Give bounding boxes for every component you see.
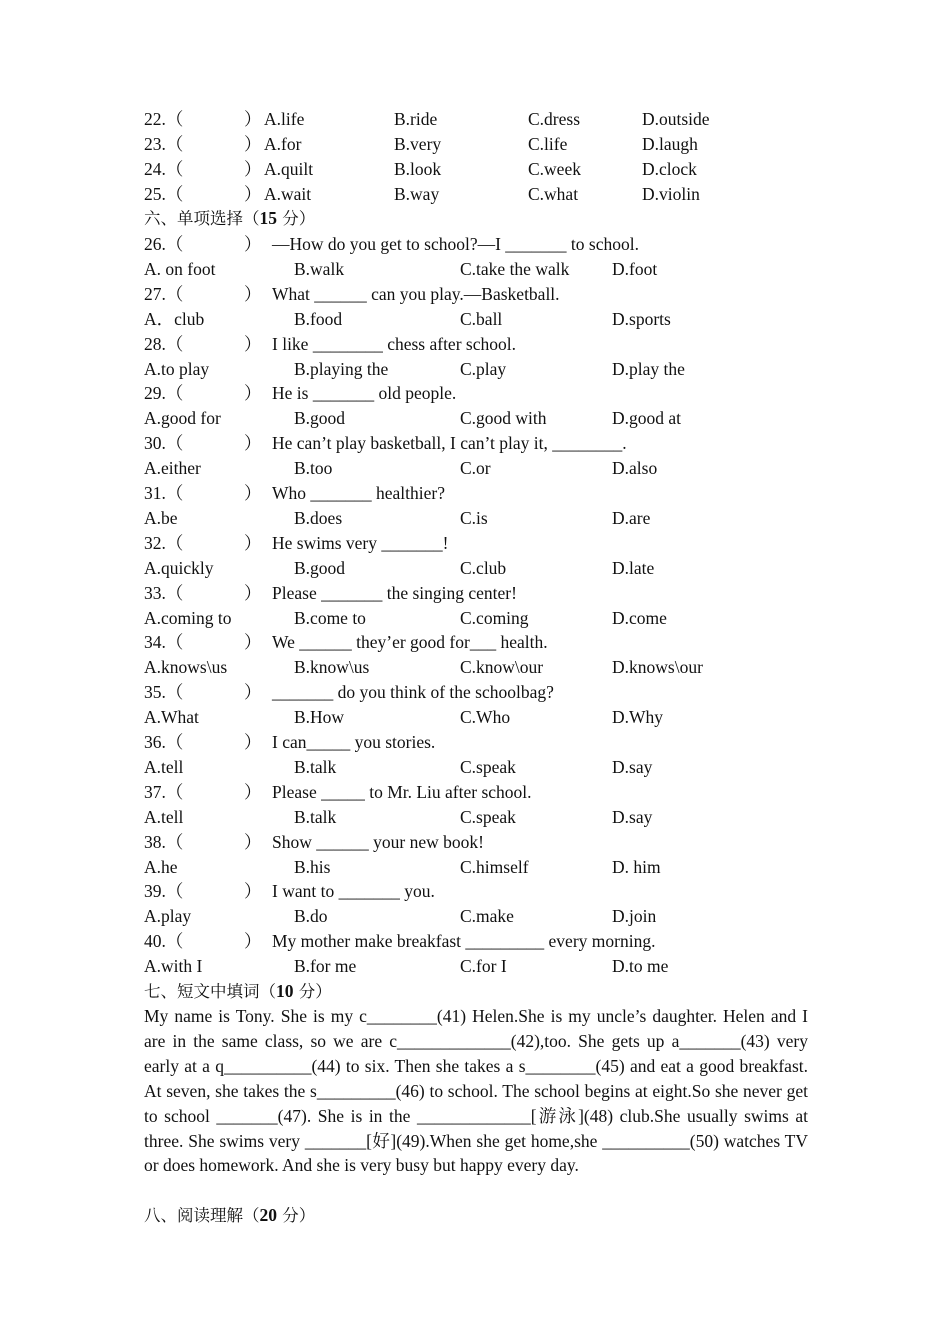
question-number: 26.（ [144,234,184,254]
question-stem: Who _______ healthier? [272,483,446,503]
question-number: 38.（ [144,831,184,852]
answer-bracket: ） [244,831,262,852]
question-number: 24.（ [144,159,184,179]
cloze-passage [144,1004,808,1178]
question-number: 32.（ [144,532,184,553]
option-b: B.know\us [294,657,370,678]
question-number: 30.（ [144,433,184,454]
option-a: A.good for [144,408,221,429]
section-7-title: 七、短文中填词（ [144,982,276,1001]
option-a: A.to play [144,358,210,379]
option-d: D.clock [642,159,697,179]
option-b: B.very [394,134,442,154]
option-a: A.What [144,707,199,728]
answer-bracket: ） [244,333,262,354]
option-c: C.is [460,508,488,528]
option-c: C.himself [460,856,529,877]
option-d: D.Why [612,707,664,728]
question-number: 25.（ [144,184,184,204]
option-d: D.outside [642,109,710,129]
option-c: C.Who [460,707,511,728]
option-c: C.good with [460,408,547,429]
question-stem: Please _______ the singing center! [272,582,517,603]
option-d: D.play the [612,358,685,379]
option-b: B.does [294,508,343,528]
option-a: A.tell [144,806,184,827]
option-d: D. him [612,856,661,877]
answer-bracket: ） [244,682,262,703]
question-number: 31.（ [144,483,184,503]
section-7-score: 10 [276,981,294,1001]
answer-bracket: ） [244,134,262,154]
option-b: B.do [294,906,328,927]
option-a: A.for [264,134,302,154]
question-stem: My mother make breakfast _________ every morning. [272,931,656,952]
option-d: D.say [612,757,653,777]
option-d: D.knows\our [612,657,703,678]
option-c: C.dress [528,109,581,129]
option-c: C.life [528,134,568,154]
question-stem: What ______ can you play.—Basketball. [272,283,560,304]
option-b: B.How [294,707,345,728]
answer-bracket: ） [244,109,262,129]
option-d: D.also [612,458,658,479]
option-a: A.wait [264,184,312,204]
question-stem: He is _______ old people. [272,383,457,404]
question-number: 34.（ [144,632,184,653]
answer-bracket: ） [244,383,262,404]
section-8-title: 八、阅读理解（ [144,1206,260,1225]
option-a: A.either [144,458,201,479]
question-stem: We ______ they’er good for___ health. [272,632,548,653]
section-7-unit: 分） [293,982,332,1001]
section-6-title: 六、单项选择（ [144,209,260,228]
question-number: 23.（ [144,134,184,154]
option-a: A.coming to [144,607,232,628]
option-a: A.play [144,906,192,927]
option-c: C.week [528,159,581,179]
option-a: A.quickly [144,557,214,578]
option-b: B.look [394,159,442,179]
option-c: C.club [460,557,507,578]
option-a: A.tell [144,757,184,777]
question-number: 33.（ [144,582,184,603]
option-d: D.to me [612,956,669,977]
option-d: D.late [612,557,655,578]
section-6-unit: 分） [277,209,316,228]
option-c: C.speak [460,806,516,827]
option-a: A.with I [144,956,203,977]
option-d: D.good at [612,408,682,429]
option-d: D.violin [642,184,700,204]
answer-bracket: ） [244,184,262,204]
answer-bracket: ） [244,632,262,653]
answer-bracket: ） [244,532,262,553]
option-b: B.way [394,184,440,204]
answer-bracket: ） [244,433,262,454]
option-d: D.join [612,906,657,927]
option-a: A.be [144,508,178,528]
option-b: B.walk [294,259,345,279]
option-b: B.for me [294,956,357,977]
option-b: B.come to [294,607,366,628]
question-number: 39.（ [144,881,184,902]
option-c: C.or [460,458,491,479]
option-d: D.sports [612,308,671,329]
answer-bracket: ） [244,881,262,902]
option-d: D.laugh [642,134,698,154]
question-number: 40.（ [144,931,184,952]
section-6-score: 15 [259,208,277,228]
option-a: A.quilt [264,159,314,179]
option-c: C.what [528,184,579,204]
question-stem: I like ________ chess after school. [272,333,516,354]
question-number: 29.（ [144,383,184,404]
question-stem: —How do you get to school?—I _______ to school. [272,234,639,254]
option-c: C.know\our [460,657,544,678]
option-b: B.good [294,557,346,578]
option-b: B.talk [294,757,337,777]
question-stem: I can_____ you stories. [272,732,436,752]
answer-bracket: ） [244,732,262,752]
question-stem: He swims very _______! [272,532,449,553]
answer-bracket: ） [244,234,262,254]
question-stem: Please _____ to Mr. Liu after school. [272,781,532,802]
option-a: A.life [264,109,305,129]
option-d: D.are [612,508,651,528]
question-number: 35.（ [144,682,184,703]
question-stem: He can’t play basketball, I can’t play it, ________. [272,433,627,454]
option-b: B.playing the [294,358,389,379]
option-d: D.say [612,806,653,827]
option-b: B.ride [394,109,438,129]
option-c: C.take the walk [460,259,570,279]
question-number: 28.（ [144,333,184,354]
answer-bracket: ） [244,582,262,603]
section-7-heading [144,979,332,1003]
section-8-score: 20 [259,1205,277,1225]
answer-bracket: ） [244,483,262,503]
question-number: 36.（ [144,732,184,752]
option-a: A. on foot [144,259,216,279]
question-stem: _______ do you think of the schoolbag? [272,682,554,703]
option-b: B.his [294,856,331,877]
option-b: B.too [294,458,333,479]
option-c: C.make [460,906,514,927]
question-number: 22.（ [144,109,184,129]
option-a: A.he [144,856,178,877]
option-a: A.knows\us [144,657,228,678]
answer-bracket: ） [244,781,262,802]
option-c: C.play [460,358,507,379]
section-6-heading [144,206,315,230]
cloze-passage-text: My name is Tony. She is my c________(41) Helen.She is my uncle’s daughter. Helen and I are in the same class, so we are c_____________(42),too. She gets up a_______(43) very early at a q__________(44) to six. Then she takes a s________(45) and eat a good breakfast. At seven, she takes the s_________(46) to school. The school begins at eight.So she never get to school _______(47). She is in the _____________[游泳](48) club.She usually swims at three. She swims very _______[好](49).When she get home,she __________(50) watches TV or does homework. And she is very busy but happy every day. [144,1006,808,1176]
option-d: D.come [612,607,667,628]
option-c: C.coming [460,607,529,628]
question-stem: Show ______ your new book! [272,831,484,852]
option-c: C.ball [460,308,503,329]
section-8-unit: 分） [277,1206,316,1225]
option-b: B.talk [294,806,337,827]
option-b: B.food [294,308,343,329]
option-c: C.speak [460,757,516,777]
option-c: C.for I [460,956,507,977]
question-stem: I want to _______ you. [272,881,435,902]
question-number: 27.（ [144,283,184,304]
section-8-heading [144,1203,315,1227]
answer-bracket: ） [244,159,262,179]
option-b: B.good [294,408,346,429]
answer-bracket: ） [244,283,262,304]
answer-bracket: ） [244,931,262,952]
option-d: D.foot [612,259,658,279]
question-number: 37.（ [144,781,184,802]
option-a: A．club [144,308,205,329]
